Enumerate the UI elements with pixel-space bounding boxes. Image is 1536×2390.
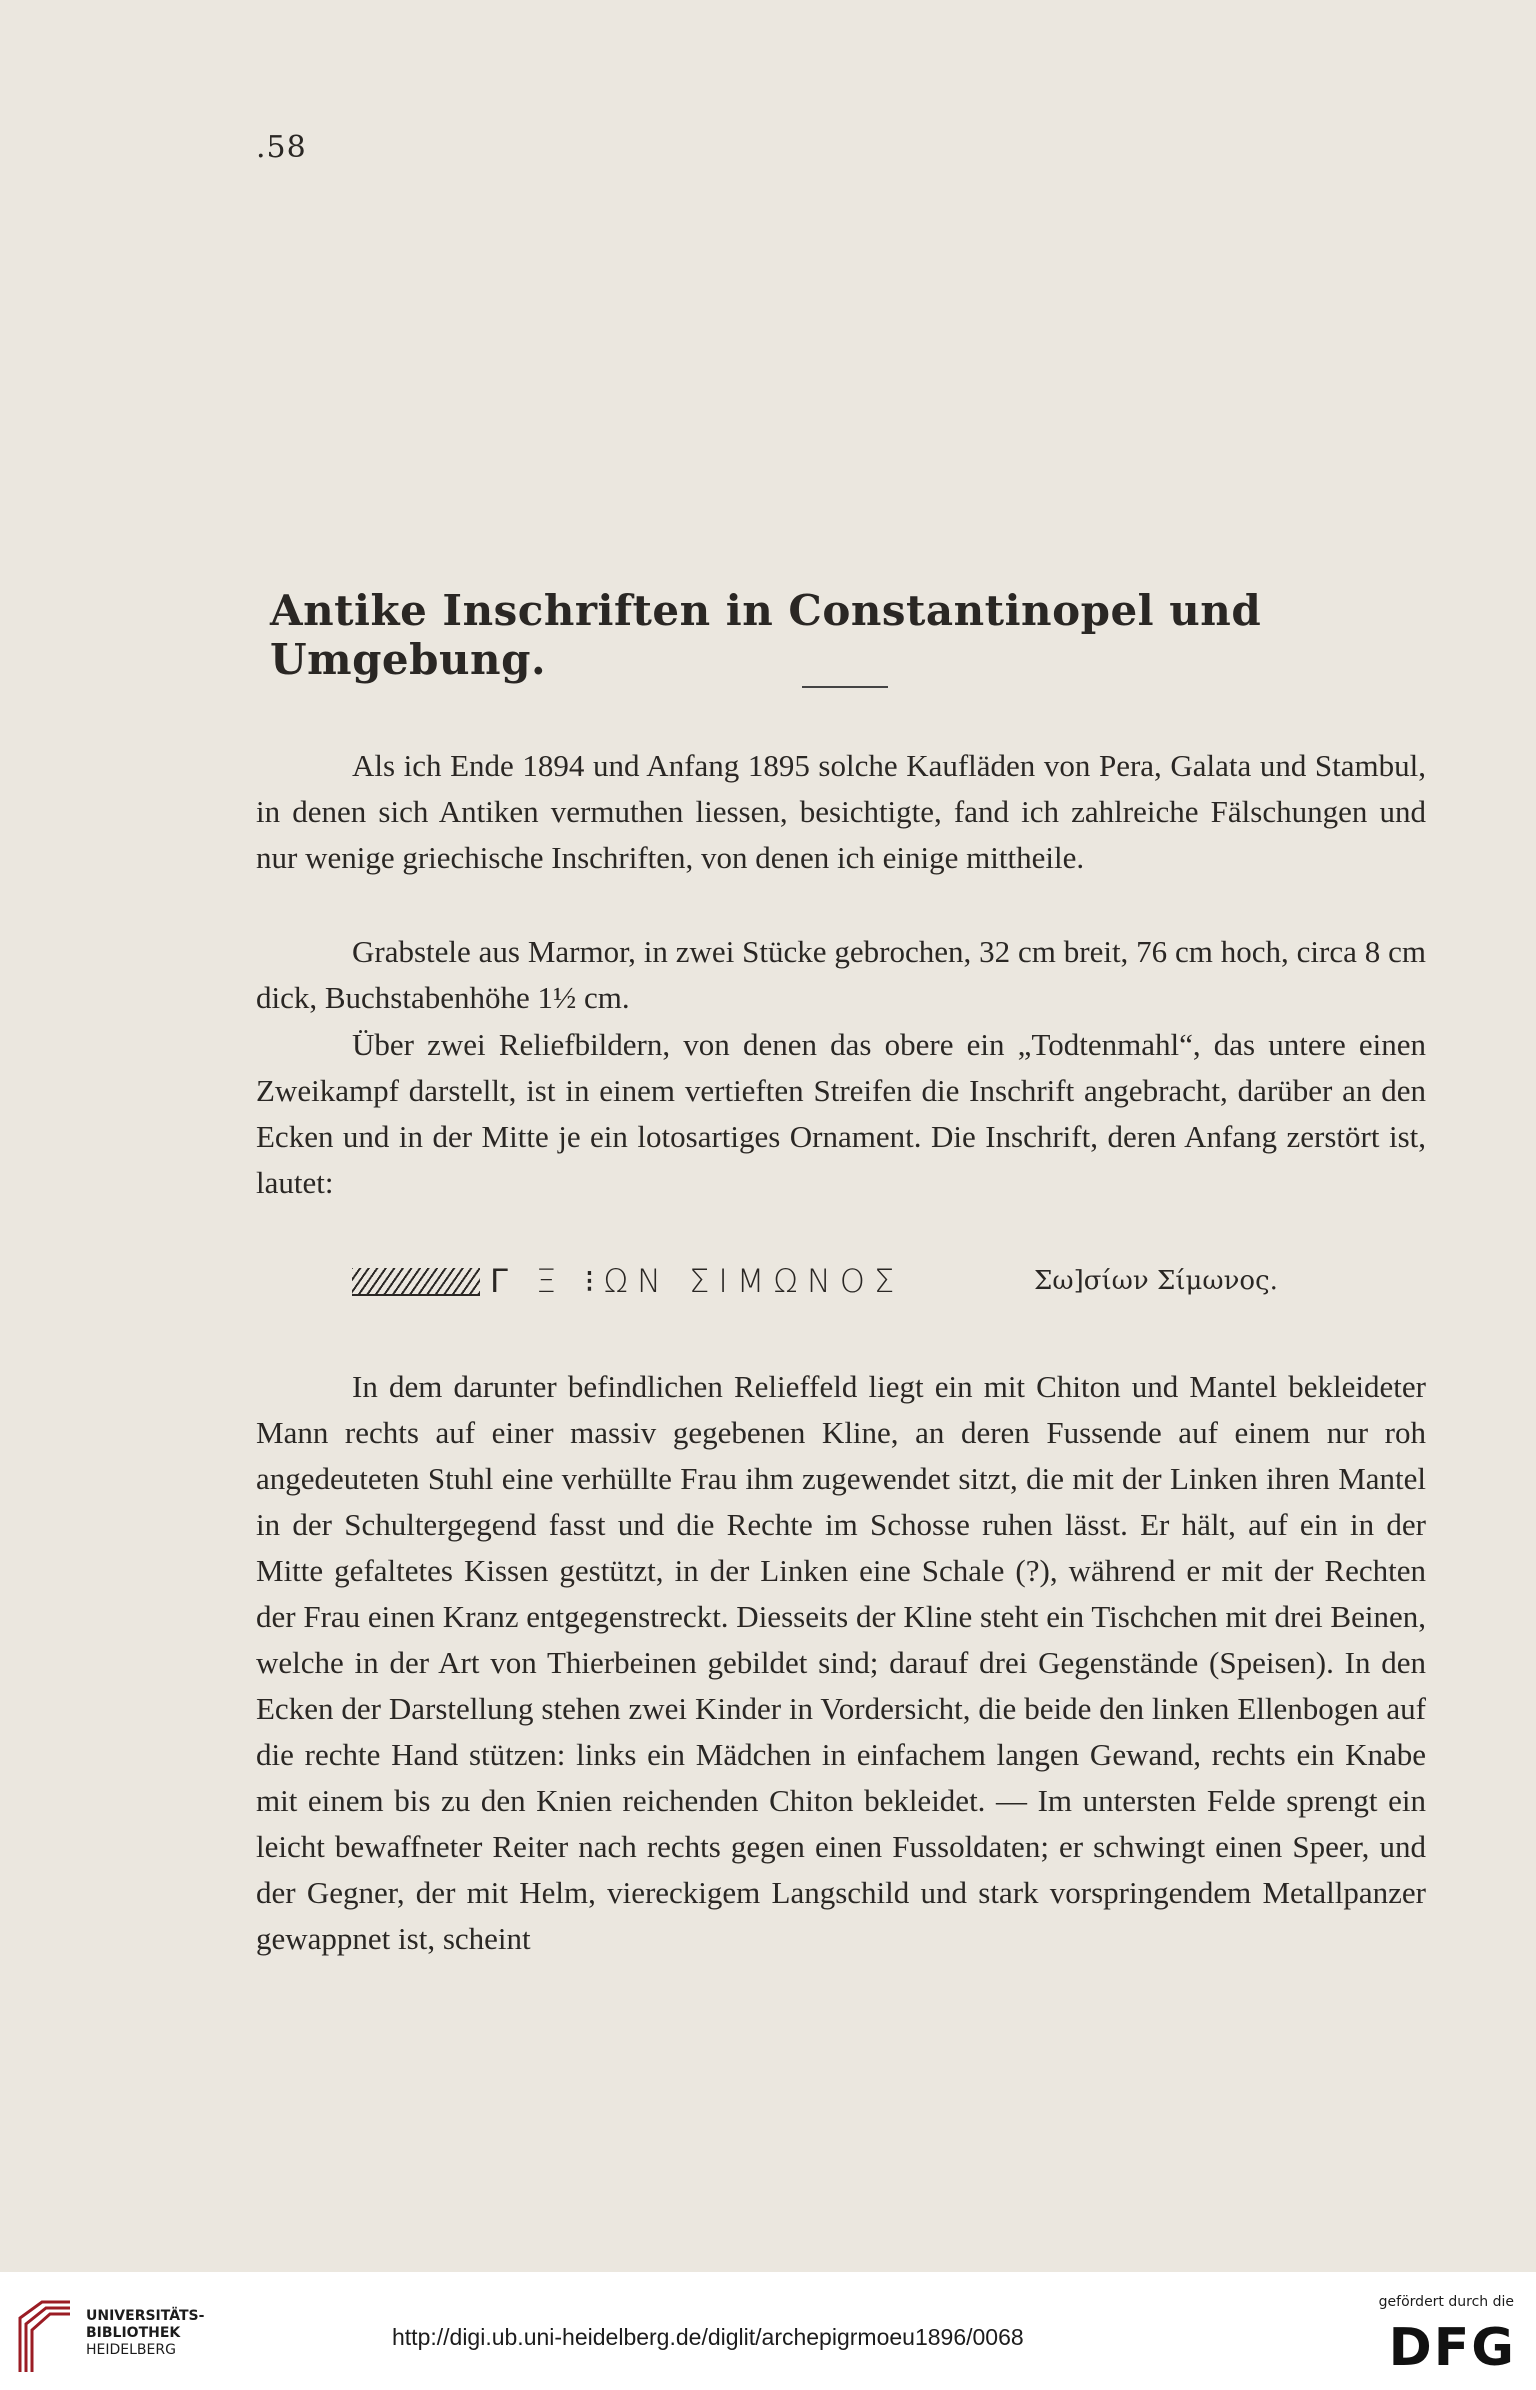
paragraph-2: Grabstele aus Marmor, in zwei Stücke gebrochen, 32 cm breit, 76 cm hoch, circa 8 cm dick, Buchstabenhöhe 1½ cm. <box>256 934 1426 1015</box>
article-title: Antike Inschriften in Constantinopel und Umgebung. <box>270 586 1262 684</box>
library-name: UNIVERSITÄTS- BIBLIOTHEK HEIDELBERG <box>86 2308 205 2358</box>
inscription-greek-capitals: ᒥ Ξ ⁝ΩΝ ΣΙΜΩΝΟΣ <box>490 1262 904 1300</box>
paragraph-4: In dem darunter befindlichen Relieffeld liegt ein mit Chiton und Mantel bekleideter Mann rechts auf einer massiv gegebenen Kline, an deren Fussende auf einem nur roh angedeuteten Stuhl eine verhüllte Frau ihm zugewendet sitzt, die mit der Linken ihren Mantel in der Schultergegend fasst und die Rechte im Schosse ruhen lässt. Er hält, auf ein in der Mitte gefaltetes Kissen gestützt, in der Linken eine Schale (?), während er mit der Rechten der Frau einen Kranz entgegenstreckt. Diesseits der Kline steht ein Tischchen mit drei Beinen, welche in der Art von Thierbeinen gebildet sind; darauf drei Gegenstände (Speisen). In den Ecken der Darstellung stehen zwei Kinder in Vordersicht, die beide den linken Ellenbogen auf die rechte Hand stützen: links ein Mädchen in einfachem langen Gewand, rechts ein Knabe mit einem bis zu den Knien reichenden Chiton bekleidet. — Im untersten Felde sprengt ein leicht bewaffneter Reiter nach rechts gegen einen Fussoldaten; er schwingt einen Speer, und der Gegner, der mit Helm, viereckigem Langschild und stark vorspringendem Metallpanzer gewappnet ist, scheint <box>256 1369 1426 1956</box>
footer-bar <box>0 2272 1536 2390</box>
paragraph-3: Über zwei Reliefbildern, von denen das obere ein „Todtenmahl“, das untere einen Zweikampf darstellt, ist in einem vertieften Streifen die Inschrift angebracht, darüber an den Ecken und in der Mitte je ein lotosartiges Ornament. Die Inschrift, deren Anfang zerstört ist, lautet: <box>256 1027 1426 1200</box>
source-url-link[interactable]: http://digi.ub.uni-heidelberg.de/diglit/archepigrmoeu1896/0068 <box>392 2324 1024 2350</box>
inscription-transcription: Σω]σίων Σίμωνος. <box>1034 1266 1278 1296</box>
damaged-area-hatching <box>352 1268 480 1296</box>
page-number: .58 <box>256 130 307 165</box>
paragraph-1: Als ich Ende 1894 und Anfang 1895 solche Kaufläden von Pera, Galata und Stambul, in denen sich Antiken vermuthen liessen, besichtigte, fand ich zahlreiche Fälschungen und nur wenige griechische Inschriften, von denen ich einige mittheile. <box>256 748 1426 875</box>
funding-note: gefördert durch die <box>1378 2294 1514 2310</box>
dfg-logo: DFG <box>1388 2318 1516 2378</box>
title-divider <box>802 686 888 688</box>
inscription-line <box>352 1262 1352 1306</box>
library-logo-icon <box>12 2298 76 2374</box>
